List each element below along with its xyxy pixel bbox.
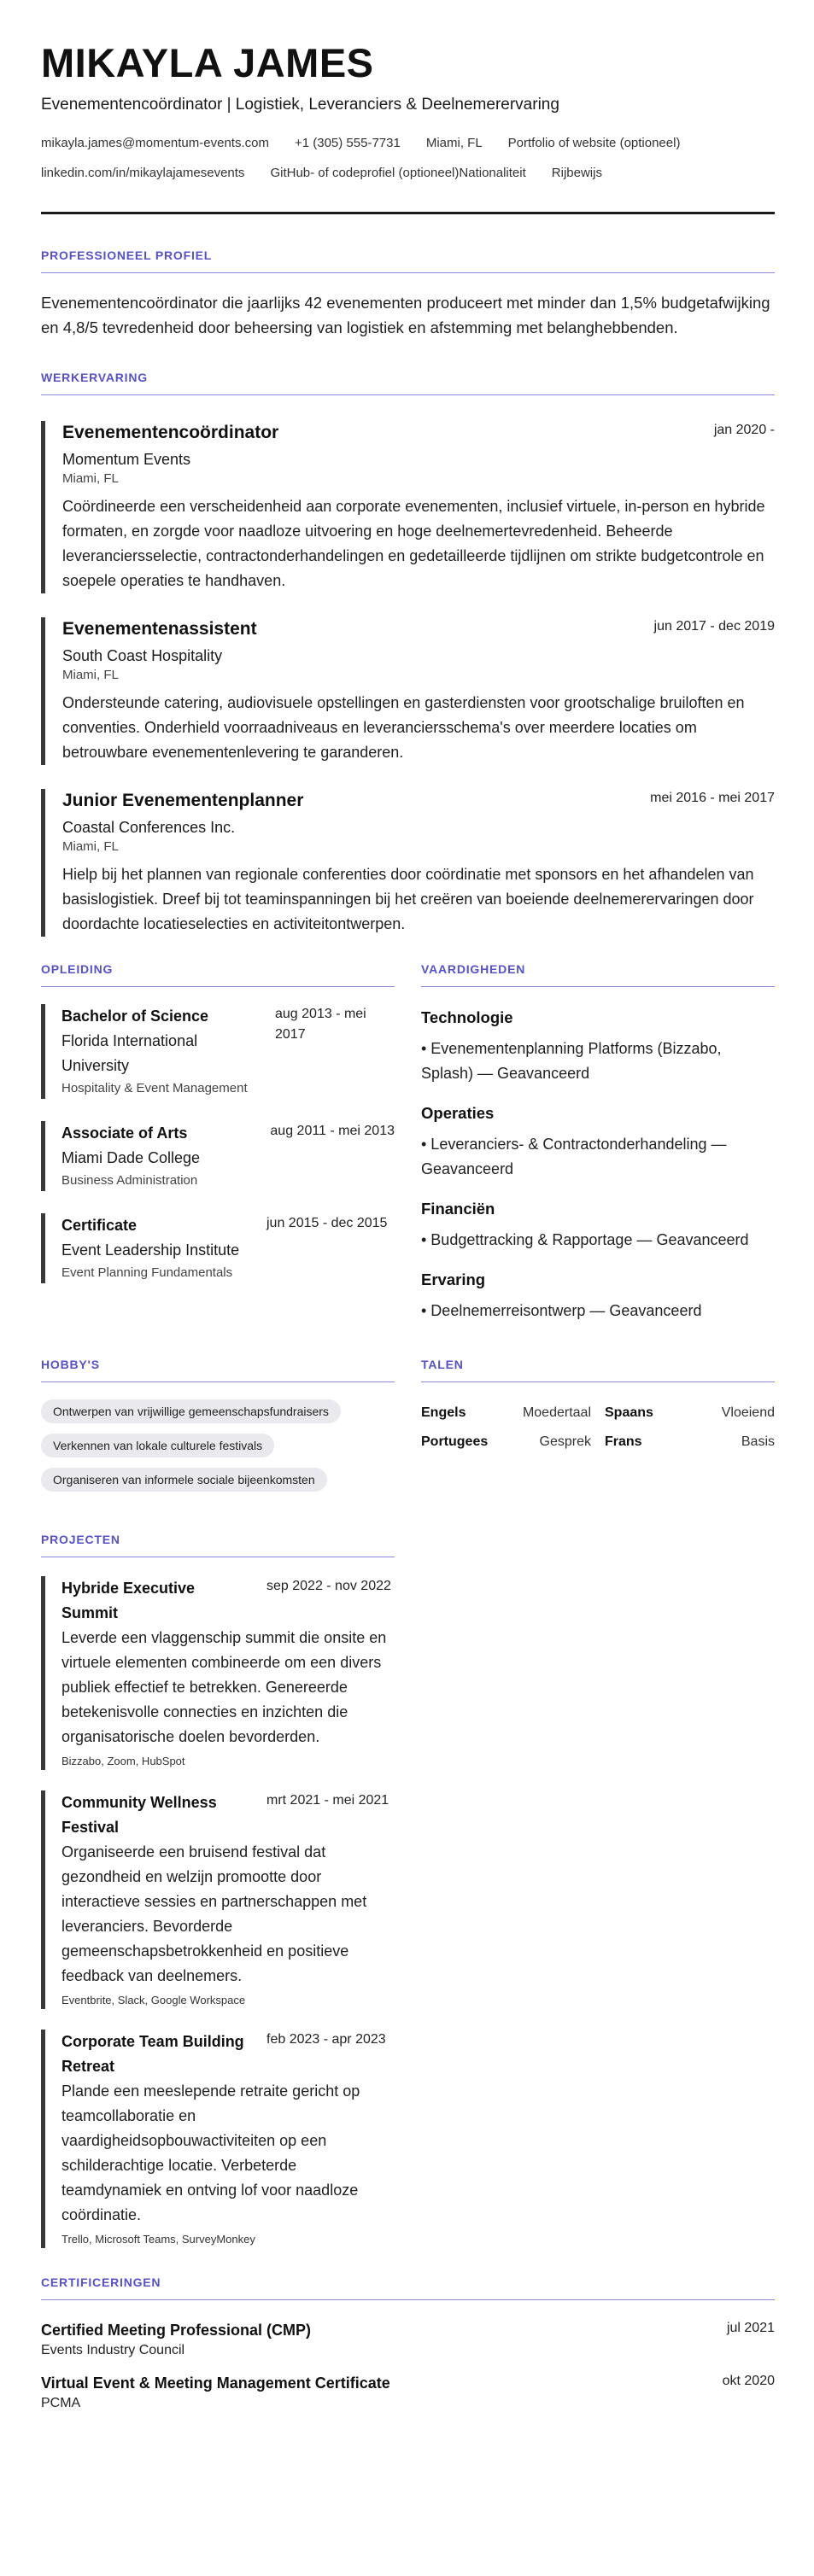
contact-nationality: Nationaliteit	[459, 166, 526, 180]
job-date: jan 2020 -	[713, 423, 775, 437]
project-tools: Eventbrite, Slack, Google Workspace	[61, 1994, 246, 2006]
language-level: Basis	[741, 1434, 775, 1449]
education-skills-row	[41, 962, 775, 1323]
job-company: Momentum Events	[62, 451, 191, 468]
job-location: Miami, FL	[62, 668, 119, 682]
certification-issuer: PCMA	[41, 2396, 81, 2410]
education-section	[41, 962, 395, 1323]
contact-phone[interactable]: +1 (305) 555-7731	[294, 136, 401, 150]
skill-category: Financiën	[421, 1200, 495, 1218]
hobby-chip: Verkennen van lokale culturele festivals	[41, 1434, 274, 1457]
profile-text: Evenementencoördinator die jaarlijks 42 evenementen produceert met minder dan 1,5% budgetafwijking en 4,8/5 tevredenheid door beheersing van logistiek en afstemming met belanghebbenden.	[41, 294, 770, 336]
resume-header	[41, 39, 775, 214]
project-title: Corporate Team Building Retreat	[61, 2033, 244, 2075]
certification-date: okt 2020	[722, 2374, 775, 2388]
language-list	[421, 1405, 775, 1451]
education-field: Hospitality & Event Management	[61, 1081, 248, 1095]
job-title: Evenementenassistent	[62, 619, 257, 639]
language-item	[605, 1434, 775, 1451]
language-level: Vloeiend	[721, 1405, 775, 1420]
certification-entry	[41, 2319, 775, 2360]
contact-email[interactable]: mikayla.james@momentum-events.com	[41, 136, 269, 150]
skill-group	[421, 1101, 775, 1182]
job-company: South Coast Hospitality	[62, 647, 223, 664]
hobbies-section	[41, 1358, 395, 1502]
project-title: Community Wellness Festival	[61, 1794, 217, 1836]
contact-drivers-license: Rijbewijs	[551, 166, 602, 180]
skill-item: • Budgettracking & Rapportage — Geavanceerd	[421, 1231, 749, 1248]
projects-row	[41, 1533, 775, 2248]
education-date: jun 2015 - dec 2015	[266, 1216, 388, 1230]
project-entry	[41, 2030, 395, 2248]
skill-item: • Evenementenplanning Platforms (Bizzabo, Splash) — Geavanceerd	[421, 1040, 722, 1082]
job-date: jun 2017 - dec 2019	[653, 619, 775, 634]
education-degree: Certificate	[61, 1217, 138, 1234]
certification-issuer: Events Industry Council	[41, 2343, 185, 2357]
language-item	[421, 1405, 591, 1422]
language-item	[605, 1405, 775, 1422]
project-description: Plande een meeslepende retraite gericht op teamcollaboratie en vaardigheidsopbouwactiviteiten op een schilderachtige locatie. Verbeterde teamdynamiek en ontving lof voor naadloze coördinatie.	[61, 2082, 360, 2223]
education-school: Miami Dade College	[61, 1149, 201, 1166]
project-description: Organiseerde een bruisend festival dat gezondheid en welzijn promootte door interactieve sessies en partnerschappen met leveranciers. Bevorderde gemeenschapsbetrokkenheid en positieve feedback van deelnemers.	[61, 1843, 367, 1984]
languages-title: TALEN	[421, 1358, 775, 1382]
languages-section	[421, 1358, 775, 1502]
education-entry	[41, 1121, 395, 1191]
job-title: Junior Evenementenplanner	[62, 791, 304, 810]
hobby-chip: Ontwerpen van vrijwillige gemeenschapsfundraisers	[41, 1399, 341, 1423]
certifications-section	[41, 2275, 775, 2413]
skill-category: Ervaring	[421, 1270, 486, 1288]
contact-linkedin[interactable]: linkedin.com/in/mikaylajamesevents	[41, 166, 245, 180]
skill-group	[421, 1268, 775, 1323]
language-name: Frans	[605, 1434, 642, 1449]
job-description: Ondersteunde catering, audiovisuele opstellingen en gasterdiensten voor grootschalige bruiloften en conventies. Onderhield voorraadniveaus en leveranciersschema's over meerdere locaties om betrouwbare evenementenlevering te garanderen.	[62, 694, 745, 761]
job-title: Evenementencoördinator	[62, 423, 279, 442]
project-title: Hybride Executive Summit	[61, 1580, 196, 1621]
candidate-name: MIKAYLA JAMES	[41, 40, 374, 85]
contact-github[interactable]: GitHub- of codeprofiel (optioneel)	[270, 166, 460, 180]
education-school: Florida International University	[61, 1032, 198, 1074]
skill-group	[421, 1197, 775, 1253]
language-name: Engels	[421, 1405, 466, 1420]
certification-entry	[41, 2372, 775, 2413]
contact-info	[41, 135, 775, 195]
hobby-chip: Organiseren van informele sociale bijeenkomsten	[41, 1468, 327, 1492]
work-section	[41, 371, 775, 937]
certifications-title: CERTIFICERINGEN	[41, 2275, 775, 2300]
certification-name: Certified Meeting Professional (CMP)	[41, 2322, 312, 2339]
job-location: Miami, FL	[62, 471, 119, 486]
education-entry	[41, 1004, 395, 1099]
work-title: WERKERVARING	[41, 371, 775, 395]
job-location: Miami, FL	[62, 839, 119, 854]
education-entry	[41, 1213, 395, 1283]
project-description: Leverde een vlaggenschip summit die onsite en virtuele elementen combineerde om een divers publiek effectief te betrekken. Genereerde betekenisvolle connecties en inzichten die organisatorische doelen bevorderden.	[61, 1629, 387, 1745]
project-tools: Bizzabo, Zoom, HubSpot	[61, 1755, 185, 1767]
skill-category: Technologie	[421, 1008, 513, 1026]
job-description: Coördineerde een verscheidenheid aan corporate evenementen, inclusief virtuele, in-person en hybride formaten, en zorgde voor naadloze uitvoering en hoge deelnemertevredenheid. Beheerde leveranciersselectie, contractonderhandelingen en gedetailleerde tijdlijnen om strikte budgetcontrole en soepele operaties te handhaven.	[62, 498, 765, 589]
hobbies-title: HOBBY'S	[41, 1358, 395, 1382]
certification-name: Virtual Event & Meeting Management Certificate	[41, 2374, 390, 2392]
skill-item: • Leveranciers- & Contractonderhandeling — Geavanceerd	[421, 1136, 727, 1177]
project-date: mrt 2021 - mei 2021	[266, 1793, 389, 1808]
skill-item: • Deelnemerreisontwerp — Geavanceerd	[421, 1302, 702, 1319]
job-entry	[41, 421, 775, 593]
language-name: Spaans	[605, 1405, 653, 1420]
project-entry	[41, 1576, 395, 1770]
contact-location: Miami, FL	[425, 136, 483, 150]
job-date: mei 2016 - mei 2017	[650, 791, 775, 805]
education-school: Event Leadership Institute	[61, 1241, 240, 1259]
profile-title: PROFESSIONEEL PROFIEL	[41, 248, 775, 273]
certification-date: jul 2021	[726, 2321, 775, 2335]
education-date: aug 2011 - mei 2013	[270, 1124, 395, 1138]
education-degree: Associate of Arts	[61, 1124, 188, 1142]
skills-section	[421, 962, 775, 1323]
skills-title: VAARDIGHEDEN	[421, 962, 775, 987]
skill-group	[421, 1006, 775, 1086]
project-tools: Trello, Microsoft Teams, SurveyMonkey	[61, 2233, 255, 2246]
job-description: Hielp bij het plannen van regionale conferenties door coördinatie met sponsors en het afhandelen van basislogistiek. Dreef bij tot teaminspanningen bij het creëren van boeiende deelnemerervaringen door doordachte locatieselecties en activiteitontwerpen.	[62, 866, 754, 932]
job-entry	[41, 789, 775, 937]
job-entry	[41, 617, 775, 765]
language-item	[421, 1434, 591, 1451]
language-name: Portugees	[421, 1434, 489, 1449]
project-entry	[41, 1790, 395, 2009]
education-degree: Bachelor of Science	[61, 1008, 209, 1025]
education-field: Business Administration	[61, 1173, 198, 1188]
education-field: Event Planning Fundamentals	[61, 1265, 233, 1280]
job-company: Coastal Conferences Inc.	[62, 819, 236, 836]
hobby-list	[41, 1399, 395, 1492]
projects-title: PROJECTEN	[41, 1533, 395, 1557]
language-level: Gesprek	[539, 1434, 591, 1449]
projects-section	[41, 1533, 395, 2248]
profile-section	[41, 248, 775, 340]
education-title: OPLEIDING	[41, 962, 395, 987]
headline: Evenementencoördinator | Logistiek, Leveranciers & Deelnemerervaring	[41, 96, 559, 114]
project-date: feb 2023 - apr 2023	[266, 2032, 386, 2047]
header-divider	[41, 212, 775, 214]
project-date: sep 2022 - nov 2022	[266, 1579, 391, 1593]
contact-portfolio[interactable]: Portfolio of website (optioneel)	[507, 136, 681, 150]
skill-category: Operaties	[421, 1104, 495, 1122]
language-level: Moedertaal	[522, 1405, 591, 1420]
hobbies-languages-row	[41, 1358, 775, 1502]
education-date: aug 2013 - mei 2017	[275, 1007, 366, 1042]
